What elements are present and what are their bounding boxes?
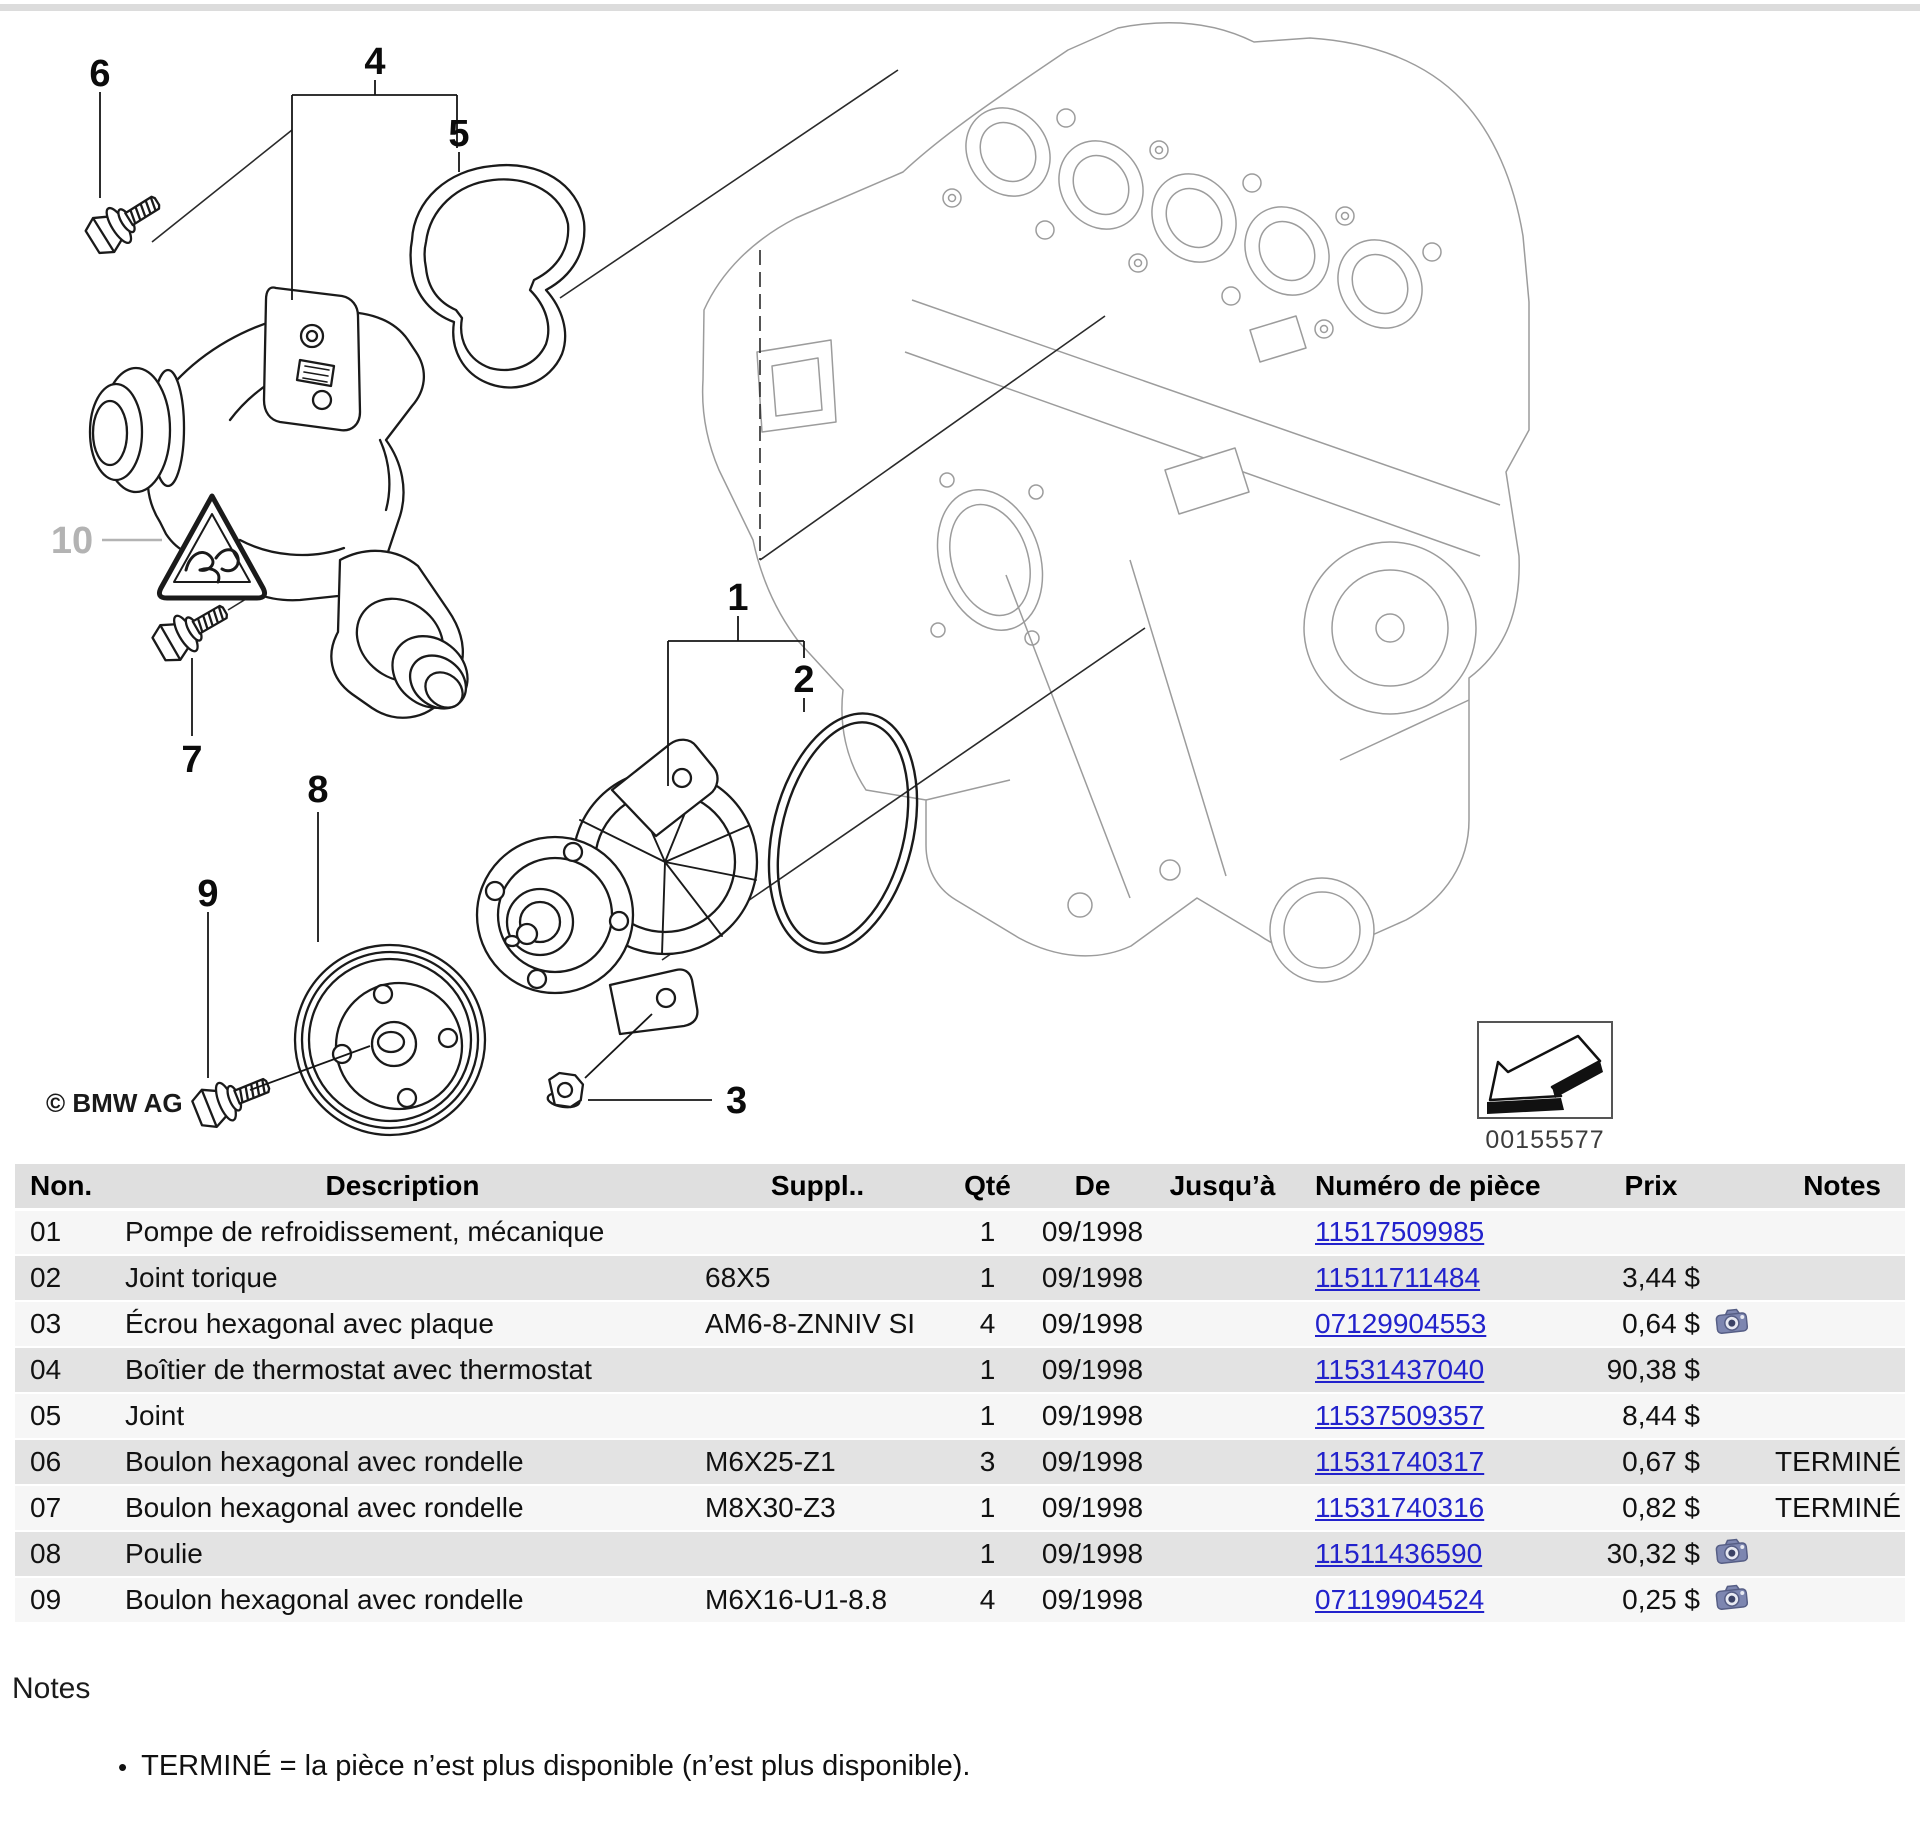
col-header-jusqua: Jusqu’à bbox=[1155, 1164, 1290, 1209]
part-until bbox=[1155, 1439, 1290, 1485]
table-header-row bbox=[15, 1164, 1905, 1209]
part-index: 01 bbox=[15, 1209, 115, 1255]
part-suppl bbox=[690, 1531, 945, 1577]
callout-4[interactable]: 4 bbox=[364, 41, 386, 83]
col-header-prix: Prix bbox=[1590, 1164, 1712, 1209]
part-note bbox=[1762, 1347, 1905, 1393]
hex-bolts bbox=[82, 185, 275, 1132]
part-description: Pompe de refroidissement, mécanique bbox=[115, 1209, 690, 1255]
part-until bbox=[1155, 1485, 1290, 1531]
bullet-icon: • bbox=[118, 1752, 128, 1782]
part-note bbox=[1762, 1577, 1905, 1623]
part-price: 3,44 $ bbox=[1590, 1255, 1712, 1301]
part-note bbox=[1762, 1301, 1905, 1347]
part-description: Boulon hexagonal avec rondelle bbox=[115, 1485, 690, 1531]
part-from: 09/1998 bbox=[1030, 1255, 1155, 1301]
part-description: Boulon hexagonal avec rondelle bbox=[115, 1577, 690, 1623]
notes-bullet bbox=[118, 1750, 970, 1784]
part-price: 0,67 $ bbox=[1590, 1439, 1712, 1485]
part-index: 09 bbox=[15, 1577, 115, 1623]
callout-9[interactable]: 9 bbox=[197, 873, 219, 915]
table-row bbox=[15, 1209, 1905, 1255]
part-from: 09/1998 bbox=[1030, 1577, 1155, 1623]
photo-icon[interactable] bbox=[1714, 1582, 1751, 1618]
part-until bbox=[1155, 1531, 1290, 1577]
photo-icon[interactable] bbox=[1714, 1306, 1751, 1342]
part-suppl bbox=[690, 1347, 945, 1393]
part-index: 08 bbox=[15, 1531, 115, 1577]
engine-block-drawing bbox=[703, 23, 1529, 982]
callout-2[interactable]: 2 bbox=[793, 659, 815, 701]
part-note bbox=[1762, 1393, 1905, 1439]
part-qty: 1 bbox=[945, 1485, 1030, 1531]
part-index: 05 bbox=[15, 1393, 115, 1439]
col-header-qty: Qté bbox=[945, 1164, 1030, 1209]
notes-section-title: Notes bbox=[12, 1672, 91, 1705]
part-index: 07 bbox=[15, 1485, 115, 1531]
part-qty: 1 bbox=[945, 1347, 1030, 1393]
part-until bbox=[1155, 1255, 1290, 1301]
photo-icon[interactable] bbox=[1714, 1536, 1751, 1572]
part-suppl: AM6-8-ZNNIV SI bbox=[690, 1301, 945, 1347]
thermostat-housing bbox=[90, 288, 482, 723]
part-price: 0,82 $ bbox=[1590, 1485, 1712, 1531]
part-number-link[interactable]: 11511436590 bbox=[1315, 1538, 1483, 1569]
part-number-link[interactable]: 11511711484 bbox=[1315, 1262, 1481, 1293]
part-until bbox=[1155, 1577, 1290, 1623]
part-until bbox=[1155, 1209, 1290, 1255]
bolt-7 bbox=[149, 594, 235, 667]
part-suppl: M6X25-Z1 bbox=[690, 1439, 945, 1485]
part-qty: 4 bbox=[945, 1301, 1030, 1347]
part-number-link[interactable]: 11537509357 bbox=[1315, 1400, 1485, 1431]
part-price: 0,64 $ bbox=[1590, 1301, 1712, 1347]
part-price: 30,32 $ bbox=[1590, 1531, 1712, 1577]
col-header-notes: Notes bbox=[1762, 1164, 1905, 1209]
callout-3[interactable]: 3 bbox=[726, 1080, 748, 1122]
part-qty: 1 bbox=[945, 1255, 1030, 1301]
col-header-suppl: Suppl.. bbox=[690, 1164, 945, 1209]
part-suppl: M8X30-Z3 bbox=[690, 1485, 945, 1531]
part-until bbox=[1155, 1301, 1290, 1347]
col-header-non: Non. bbox=[15, 1164, 115, 1209]
bmw-copyright: © BMW AG bbox=[46, 1088, 183, 1118]
part-price: 8,44 $ bbox=[1590, 1393, 1712, 1439]
part-index: 06 bbox=[15, 1439, 115, 1485]
col-header-photo bbox=[1712, 1164, 1762, 1209]
part-number-link[interactable]: 07119904524 bbox=[1315, 1584, 1485, 1615]
part-from: 09/1998 bbox=[1030, 1209, 1155, 1255]
profile-gasket bbox=[411, 165, 585, 387]
callout-5[interactable]: 5 bbox=[448, 113, 470, 155]
callout-10[interactable]: 10 bbox=[50, 520, 94, 562]
bolt-6 bbox=[82, 185, 168, 259]
part-from: 09/1998 bbox=[1030, 1393, 1155, 1439]
part-suppl: 68X5 bbox=[690, 1255, 945, 1301]
part-until bbox=[1155, 1393, 1290, 1439]
part-suppl bbox=[690, 1209, 945, 1255]
part-number-link[interactable]: 11531437040 bbox=[1315, 1354, 1485, 1385]
diagram-image-number: 00155577 bbox=[1485, 1126, 1605, 1154]
part-description: Poulie bbox=[115, 1531, 690, 1577]
table-row bbox=[15, 1301, 1905, 1347]
part-suppl: M6X16-U1-8.8 bbox=[690, 1577, 945, 1623]
table-row bbox=[15, 1531, 1905, 1577]
part-description: Joint bbox=[115, 1393, 690, 1439]
part-from: 09/1998 bbox=[1030, 1485, 1155, 1531]
table-row bbox=[15, 1393, 1905, 1439]
callout-6[interactable]: 6 bbox=[89, 53, 111, 95]
part-description: Joint torique bbox=[115, 1255, 690, 1301]
parts-table bbox=[15, 1164, 1905, 1624]
part-from: 09/1998 bbox=[1030, 1531, 1155, 1577]
table-row bbox=[15, 1485, 1905, 1531]
part-description: Boîtier de thermostat avec thermostat bbox=[115, 1347, 690, 1393]
table-row bbox=[15, 1347, 1905, 1393]
part-note: TERMINÉ bbox=[1762, 1485, 1905, 1531]
part-qty: 3 bbox=[945, 1439, 1030, 1485]
part-from: 09/1998 bbox=[1030, 1301, 1155, 1347]
pulley bbox=[295, 945, 485, 1135]
part-index: 04 bbox=[15, 1347, 115, 1393]
table-row bbox=[15, 1439, 1905, 1485]
water-pump bbox=[477, 740, 757, 1034]
part-note bbox=[1762, 1209, 1905, 1255]
part-price bbox=[1590, 1209, 1712, 1255]
part-number-link[interactable]: 11517509985 bbox=[1315, 1216, 1485, 1248]
col-header-part-number: Numéro de pièce bbox=[1290, 1164, 1590, 1209]
col-header-description: Description bbox=[115, 1164, 690, 1209]
part-number-link[interactable]: 11531740316 bbox=[1315, 1492, 1485, 1523]
direction-arrow-box bbox=[1478, 1022, 1612, 1118]
col-header-de: De bbox=[1030, 1164, 1155, 1209]
part-description: Boulon hexagonal avec rondelle bbox=[115, 1439, 690, 1485]
part-qty: 1 bbox=[945, 1209, 1030, 1255]
part-qty: 4 bbox=[945, 1577, 1030, 1623]
hex-nut bbox=[546, 1072, 584, 1109]
part-number-link[interactable]: 07129904553 bbox=[1315, 1308, 1487, 1339]
part-index: 02 bbox=[15, 1255, 115, 1301]
callout-7[interactable]: 7 bbox=[181, 739, 203, 781]
table-row bbox=[15, 1577, 1905, 1623]
table-row bbox=[15, 1255, 1905, 1301]
part-description: Écrou hexagonal avec plaque bbox=[115, 1301, 690, 1347]
part-note bbox=[1762, 1255, 1905, 1301]
part-index: 03 bbox=[15, 1301, 115, 1347]
part-suppl bbox=[690, 1393, 945, 1439]
callout-8[interactable]: 8 bbox=[307, 769, 329, 811]
callout-1[interactable]: 1 bbox=[727, 577, 749, 619]
part-number-link[interactable]: 11531740317 bbox=[1315, 1446, 1485, 1477]
part-price: 0,25 $ bbox=[1590, 1577, 1712, 1623]
part-qty: 1 bbox=[945, 1393, 1030, 1439]
bolt-9 bbox=[190, 1066, 275, 1132]
part-note bbox=[1762, 1531, 1905, 1577]
part-price: 90,38 $ bbox=[1590, 1347, 1712, 1393]
part-from: 09/1998 bbox=[1030, 1439, 1155, 1485]
part-note: TERMINÉ bbox=[1762, 1439, 1905, 1485]
notes-bullet-text: TERMINÉ = la pièce n’est plus disponible (n’est plus disponible). bbox=[141, 1750, 971, 1782]
part-qty: 1 bbox=[945, 1531, 1030, 1577]
part-until bbox=[1155, 1347, 1290, 1393]
part-from: 09/1998 bbox=[1030, 1347, 1155, 1393]
